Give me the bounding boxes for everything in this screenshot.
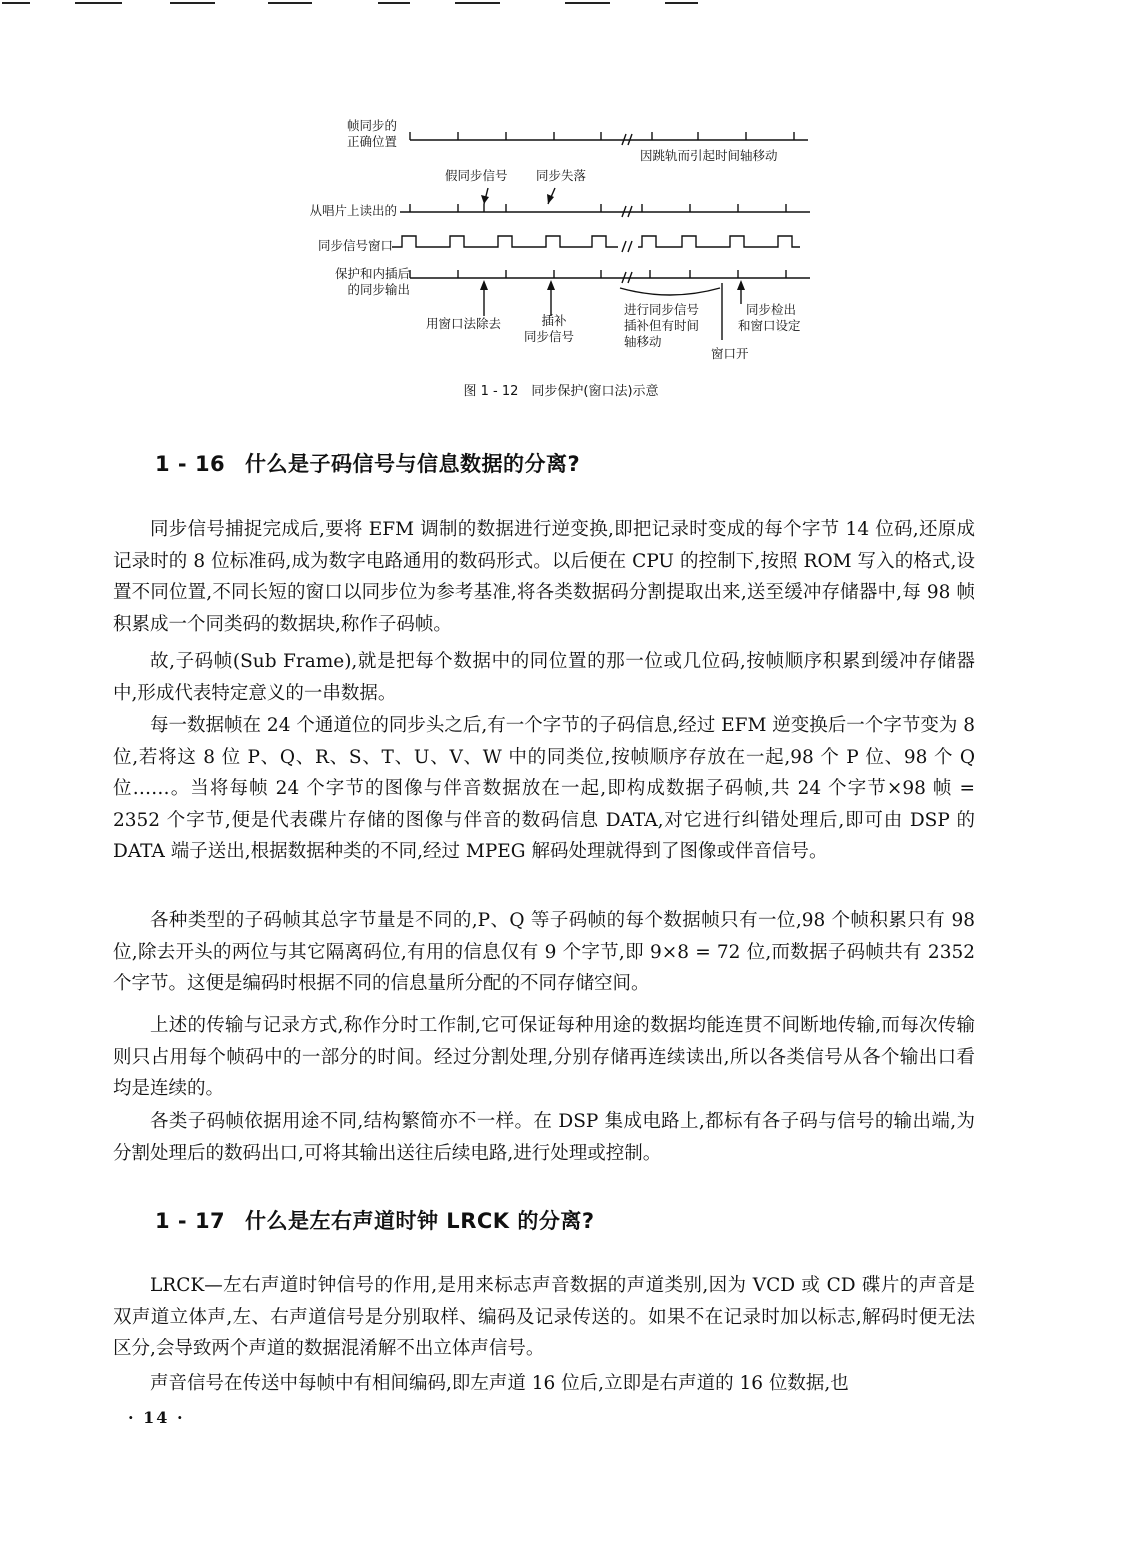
label-window-remove: 用窗口法除去	[426, 316, 502, 331]
label-correct-sync-position: 帧同步的 正确位置	[346, 118, 397, 149]
section-heading-1-16	[155, 448, 580, 478]
label-window-open: 窗口开	[711, 346, 749, 361]
paragraph: 每一数据帧在 24 个通道位的同步头之后,有一个字节的子码信息,经过 EFM 逆变换后一个字节变为 8 位,若将这 8 位 P、Q、R、S、T、U、V、W 中的同类位,按帧顺序存放在一起,98 个 P 位、98 个 Q 位……。当将每帧 24 个字节的图像与伴音数据放在一起,即构成数据子码帧,共 24 个字节×98 帧 = 2352 个字节,便是代表碟片存储的图像与伴音的数码信息 DATA,对它进行纠错处理后,即可由 DSP 的 DATA 端子送出,根据数据种类的不同,经过 MPEG 解码处理就得到了图像或伴音信号。	[113, 715, 975, 862]
section-title-text: 什么是子码信号与信息数据的分离?	[245, 452, 581, 476]
figure-caption: 图 1 - 12 同步保护(窗口法)示意	[463, 384, 659, 399]
paragraph: 各种类型的子码帧其总字节量是不同的,P、Q 等子码帧的每个数据帧只有一位,98 个帧积累只有 98 位,除去开头的两位与其它隔离码位,有用的信息仅有 9 个字节,即 9×8 = 72 位,而数据子码帧共有 2352 个字节。这便是编码时根据不同的信息量所分配的不同存储空间。	[113, 910, 975, 994]
label-sync-detect: 同步检出 和窗口设定	[738, 302, 801, 333]
section-title-text: 什么是左右声道时钟 LRCK 的分离?	[245, 1209, 595, 1233]
page-number: · 14 ·	[128, 1408, 185, 1427]
label-read-from-disc: 从唱片上读出的	[309, 203, 397, 218]
label-sync-lost: 同步失落	[536, 168, 587, 183]
paragraph: 同步信号捕捉完成后,要将 EFM 调制的数据进行逆变换,即把记录时变成的每个字节 14 位码,还原成记录时的 8 位标准码,成为数字电路通用的数码形式。以后便在 CPU 的控制下,按照 ROM 写入的格式,设置不同位置,不同长短的窗口以同步位为参考基准,将各类数据码分割提取出来,送至缓冲存储器中,每 98 帧积累成一个同类码的数据块,称作子码帧。	[113, 519, 975, 635]
label-shift-insert: 进行同步信号 插补但有时间 轴移动	[624, 302, 700, 349]
paragraph: 各类子码帧依据用途不同,结构繁简亦不一样。在 DSP 集成电路上,都标有各子码与信号的输出端,为分割处理后的数码出口,可将其输出送往后续电路,进行处理或控制。	[113, 1111, 975, 1164]
top-scan-marks	[0, 0, 1122, 8]
label-sync-window: 同步信号窗口	[317, 238, 393, 253]
label-time-axis-shift: 因跳轨而引起时间轴移动	[640, 148, 778, 163]
label-false-sync: 假同步信号	[445, 168, 508, 183]
paragraph: LRCK—左右声道时钟信号的作用,是用来标志声音数据的声道类别,因为 VCD 或 CD 碟片的声音是双声道立体声,左、右声道信号是分别取样、编码及记录传送的。如果不在记录时加以标志,解码时便无法区分,会导致两个声道的数据混淆解不出立体声信号。	[113, 1275, 975, 1359]
paragraph: 故,子码帧(Sub Frame),就是把每个数据中的同位置的那一位或几位码,按帧顺序积累到缓冲存储器中,形成代表特定意义的一串数据。	[113, 651, 975, 704]
label-insert-sync: 插补 同步信号	[524, 313, 575, 344]
section-number: 1 - 16	[155, 452, 226, 476]
label-protected-output: 保护和内插后 的同步输出	[334, 266, 410, 297]
paragraph: 声音信号在传送中每帧中有相间编码,即左声道 16 位后,立即是右声道的 16 位数据,也	[150, 1373, 849, 1394]
sync-protection-figure	[270, 108, 830, 408]
section-number: 1 - 17	[155, 1209, 226, 1233]
paragraph: 上述的传输与记录方式,称作分时工作制,它可保证每种用途的数据均能连贯不间断地传输,而每次传输则只占用每个帧码中的一部分的时间。经过分割处理,分别存储再连续读出,所以各类信号从各个输出口看均是连续的。	[113, 1015, 975, 1099]
section-heading-1-17	[155, 1205, 595, 1235]
